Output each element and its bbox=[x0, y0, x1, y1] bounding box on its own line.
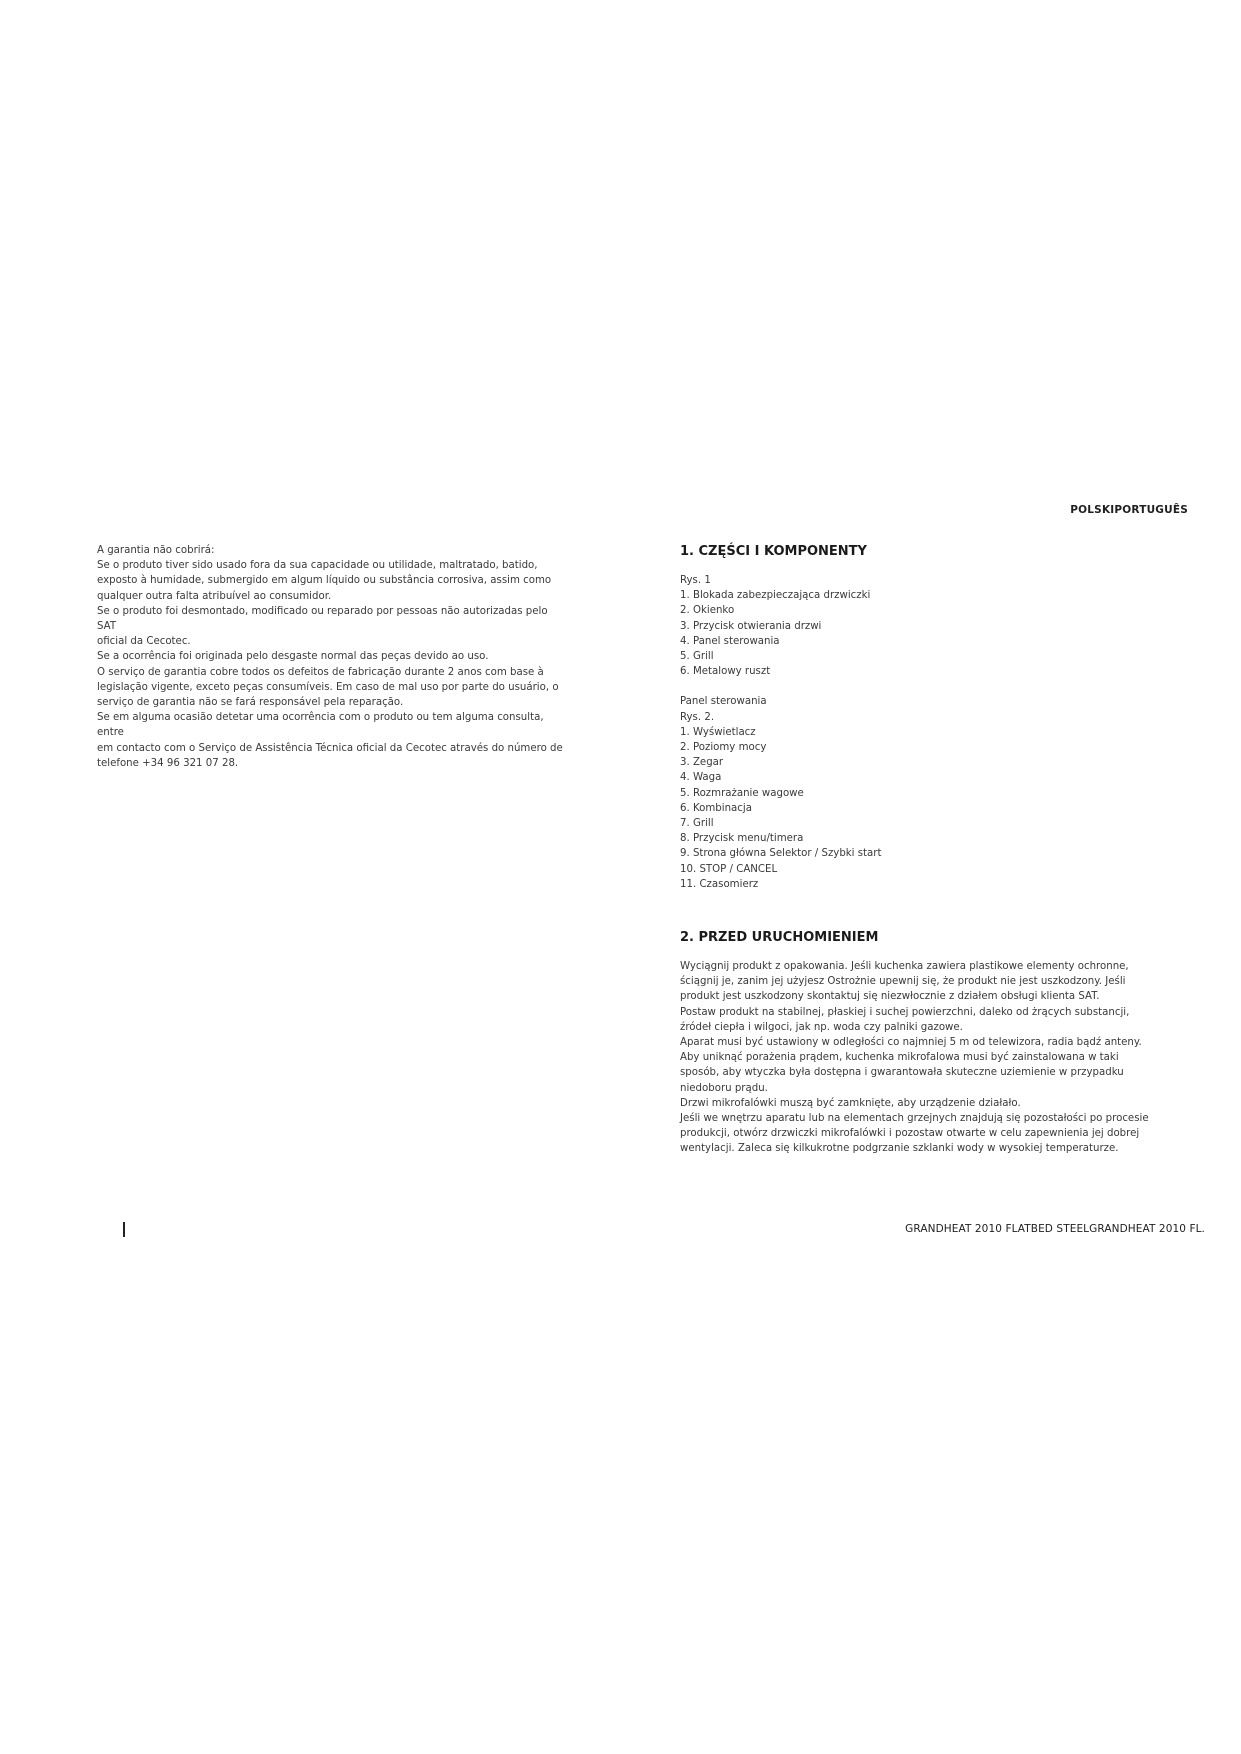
figure-1-parts-list bbox=[680, 588, 1150, 679]
list-item: 6. Kombinacja bbox=[680, 802, 752, 814]
text-line: exposto à humidade, submergido em algum líquido ou substância corrosiva, assim como bbox=[97, 575, 552, 587]
text-line: Aby uniknąć porażenia prądem, kuchenka mikrofalowa musi być zainstalowana w taki bbox=[680, 1052, 1119, 1064]
section-title-before-use: 2. PRZED URUCHOMIENIEM bbox=[680, 930, 879, 945]
list-item: 5. Grill bbox=[680, 651, 714, 663]
text-line: Jeśli we wnętrzu aparatu lub na elementach grzejnych znajdują się pozostałości po procesie bbox=[680, 1113, 1149, 1125]
figure-2-label: Rys. 2. bbox=[680, 711, 715, 723]
list-item: 10. STOP / CANCEL bbox=[680, 863, 778, 875]
text-line: sposób, aby wtyczka była dostępna i gwarantowała skuteczne uziemienie w przypadku bbox=[680, 1067, 1124, 1079]
list-item: 5. Rozmrażanie wagowe bbox=[680, 787, 804, 799]
text-line: serviço de garantia não se fará responsável pela reparação. bbox=[97, 697, 404, 709]
list-item: 1. Wyświetlacz bbox=[680, 726, 756, 738]
figure-2-controls-list bbox=[680, 725, 1150, 892]
text-line: wentylacji. Zaleca się kilkukrotne podgrzanie szklanki wody w wysokiej temperaturze. bbox=[680, 1143, 1119, 1155]
list-item: 2. Okienko bbox=[680, 605, 735, 617]
text-line: Drzwi mikrofalówki muszą być zamknięte, aby urządzenie działało. bbox=[680, 1097, 1021, 1109]
text-line: ściągnij je, zanim jej użyjesz Ostrożnie upewnij się, że produkt nie jest uszkodzony. Jeśli bbox=[680, 976, 1126, 988]
text-line: niedoboru prądu. bbox=[680, 1082, 768, 1094]
text-line: legislação vigente, exceto peças consumíveis. Em caso de mal uso por parte do usuário, o bbox=[97, 681, 559, 693]
list-item: 3. Zegar bbox=[680, 757, 724, 769]
text-line: produkcji, otwórz drzwiczki mikrofalówki i pozostaw otwarte w celu zapewnienia jej dobrej bbox=[680, 1128, 1140, 1140]
warranty-text-block bbox=[97, 543, 567, 771]
figure-1-label: Rys. 1 bbox=[680, 575, 711, 586]
page-marker bbox=[123, 1222, 125, 1237]
list-item: 2. Poziomy mocy bbox=[680, 742, 767, 754]
list-item: 7. Grill bbox=[680, 818, 714, 830]
text-line: O serviço de garantia cobre todos os defeitos de fabricação durante 2 anos com base à bbox=[97, 666, 544, 678]
text-line: Postaw produkt na stabilnej, płaskiej i suchej powierzchni, daleko od żrących substancji, bbox=[680, 1006, 1130, 1018]
list-item: 9. Strona główna Selektor / Szybki start bbox=[680, 848, 882, 860]
parts-section bbox=[680, 544, 1150, 892]
text-line: Se o produto foi desmontado, modificado ou reparado por pessoas não autorizadas pelo SAT bbox=[97, 605, 548, 633]
text-line: produkt jest uszkodzony skontaktuj się niezwłocznie z działem obsługi klienta SAT. bbox=[680, 991, 1100, 1003]
text-line: Se a ocorrência foi originada pelo desgaste normal das peças devido ao uso. bbox=[97, 651, 489, 663]
list-item: 4. Panel sterowania bbox=[680, 635, 780, 647]
text-line: Aparat musi być ustawiony w odległości co najmniej 5 m od telewizora, radia bądź anteny. bbox=[680, 1037, 1142, 1049]
list-item: 6. Metalowy ruszt bbox=[680, 666, 771, 678]
text-line: oficial da Cecotec. bbox=[97, 636, 191, 648]
list-item: 4. Waga bbox=[680, 772, 722, 784]
text-line: telefone +34 96 321 07 28. bbox=[97, 757, 239, 769]
language-tag: POLSKIPORTUGUÊS bbox=[1070, 504, 1188, 516]
list-item: 11. Czasomierz bbox=[680, 878, 759, 890]
before-use-section bbox=[680, 930, 1150, 1157]
control-panel-label: Panel sterowania bbox=[680, 696, 767, 708]
text-line: A garantia não cobrirá: bbox=[97, 545, 215, 556]
list-item: 3. Przycisk otwierania drzwi bbox=[680, 620, 822, 632]
text-line: qualquer outra falta atribuível ao consumidor. bbox=[97, 590, 332, 602]
text-line: Wyciągnij produkt z opakowania. Jeśli kuchenka zawiera plastikowe elementy ochronne, bbox=[680, 961, 1129, 972]
text-line: źródeł ciepła i wilgoci, jak np. woda czy palniki gazowe. bbox=[680, 1021, 963, 1033]
text-line: Se em alguma ocasião detetar uma ocorrência com o produto ou tem alguma consulta, entre bbox=[97, 712, 544, 739]
section-title-parts: 1. CZĘŚCI I KOMPONENTY bbox=[680, 544, 867, 559]
text-line: Se o produto tiver sido usado fora da sua capacidade ou utilidade, maltratado, batido, bbox=[97, 560, 538, 572]
list-item: 1. Blokada zabezpieczająca drzwiczki bbox=[680, 590, 871, 602]
list-item: 8. Przycisk menu/timera bbox=[680, 833, 804, 845]
footer-product-name: GRANDHEAT 2010 FLATBED STEELGRANDHEAT 2010 FL. bbox=[905, 1223, 1205, 1235]
text-line: em contacto com o Serviço de Assistência Técnica oficial da Cecotec através do número de bbox=[97, 742, 563, 754]
